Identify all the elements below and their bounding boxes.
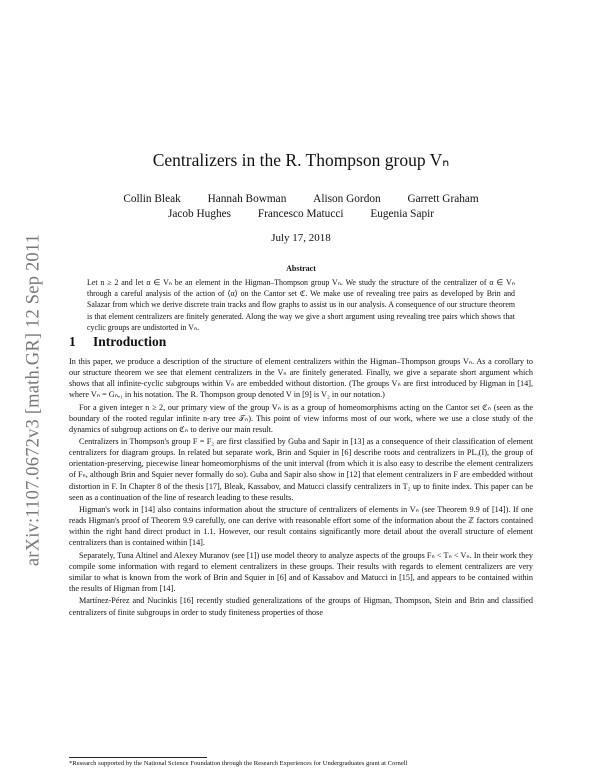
- paper-date: July 17, 2018: [271, 232, 331, 244]
- paper-title: Centralizers in the R. Thompson group Vₙ: [152, 150, 450, 170]
- paragraph: Higman's work in [14] also contains information about the structure of centralizers of elements in Vₙ (see Theorem 9.9 of [14]). If one reads Higman's proof of Theorem 9.9 carefully, one can derive with reasonable effort some of the information about the ℤ factors contained within the right hand direct product in 1.1. However, our result contains significantly more detail about the overall structure of element centralizers than is contained within [14].: [69, 505, 533, 548]
- section-number: 1: [69, 334, 76, 349]
- abstract-text: Let n ≥ 2 and let α ∈ Vₙ be an element in the Higman–Thompson group Vₙ. We study the structure of the centralizer of α ∈ Vₙ through a careful analysis of the action of ⟨α⟩ on the Cantor set ℭ. We make use of revealing tree pairs as developed by Brin and Salazar from which we derive discrete train tracks and flow graphs to assist us in our analysis. A consequence of our structure theorem is that element centralizers are finitely generated. Along the way we give a short argument using revealing tree pairs which shows that cyclic groups are undistorted in Vₙ.: [87, 278, 515, 332]
- author: Alison Gordon: [313, 193, 381, 205]
- paragraph: Centralizers in Thompson's group F = F₂ are first classified by Guba and Sapir in [13] as a consequence of their classification of element centralizers for diagram groups. In related but separate work, Brin and Squier in [6] describe roots and centralizers in PLₒ(I), the group of orientation-preserving, piecewise linear homeomorphisms of the unit interval (from which it is also easy to describe the element centralizers of Fₙ, although Brin and Squier never formally do so). Guba and Sapir also show in [12] that element centralizers in F are embedded without distortion in F. In Chapter 8 of the thesis [17], Bleak, Kassabov, and Matucci classify centralizers in T₂ up to finite index. This paper can be seen as a continuation of the line of research leading to these results.: [69, 437, 533, 502]
- author: Collin Bleak: [123, 193, 181, 205]
- arxiv-sidebar: [22, 200, 46, 600]
- author: Eugenia Sapir: [370, 208, 435, 220]
- paragraph: For a given integer n ≥ 2, our primary view of the group Vₙ is as a group of homeomorphisms acting on the Cantor set ℭₙ (seen as the boundary of the rooted regular infinite n-ary tree 𝒯ₙ). This point of view informs most of our work, where we use a close study of the dynamics of subgroup actions on ℭₙ to derive our main result.: [69, 402, 533, 434]
- paragraph: In this paper, we produce a description of the structure of element centralizers within the Higman–Thompson groups Vₙ. As a corollary to our structure theorem we see that element centralizers in the Vₙ are finitely generated. Finally, we give a separate short argument which shows that all infinite-cyclic subgroups within Vₙ are embedded without distortion. (The groups Vₙ are first introduced by Higman in [14], where Vₙ = Gₙ,₁ in his notation. The R. Thompson group denoted V in [9] is V₂ in our notation.): [69, 357, 533, 400]
- footnote-rule: [69, 757, 207, 758]
- body-text: [69, 356, 533, 619]
- section-title: Introduction: [93, 334, 167, 349]
- paragraph: Separately, Tuna Altinel and Alexey Muranov (see [1]) use model theory to analyze aspects of the groups Fₙ < Tₙ < Vₙ. In their work they compile some information with regard to element centralizers in these groups. Their results with regards to element centralizers are very similar to what is known from the work of Brin and Squier in [6] and of Kassabov and Matucci in [15], and appears to be contained within the results of Higman from [14].: [69, 550, 533, 593]
- footnote: *Research supported by the National Science Foundation through the Research Experiences for Undergraduates grant at Cornell: [69, 760, 408, 767]
- author-row-1: [69, 192, 533, 207]
- paragraph: Martínez-Pérez and Nucinkis [16] recently studied generalizations of the groups of Higman, Thompson, Stein and Brin and classified centralizers of finite subgroups in order to study finiteness properties of those: [69, 596, 533, 617]
- author-list: [69, 192, 533, 222]
- section-heading: [69, 334, 533, 350]
- author-row-2: [69, 207, 533, 222]
- author: Hannah Bowman: [207, 193, 287, 205]
- author: Jacob Hughes: [167, 208, 232, 220]
- arxiv-identifier: arXiv:1107.0672v3 [math.GR] 12 Sep 2011: [23, 233, 44, 567]
- abstract-heading: Abstract: [286, 264, 316, 273]
- author: Francesco Matucci: [257, 208, 344, 220]
- author: Garrett Graham: [407, 193, 479, 205]
